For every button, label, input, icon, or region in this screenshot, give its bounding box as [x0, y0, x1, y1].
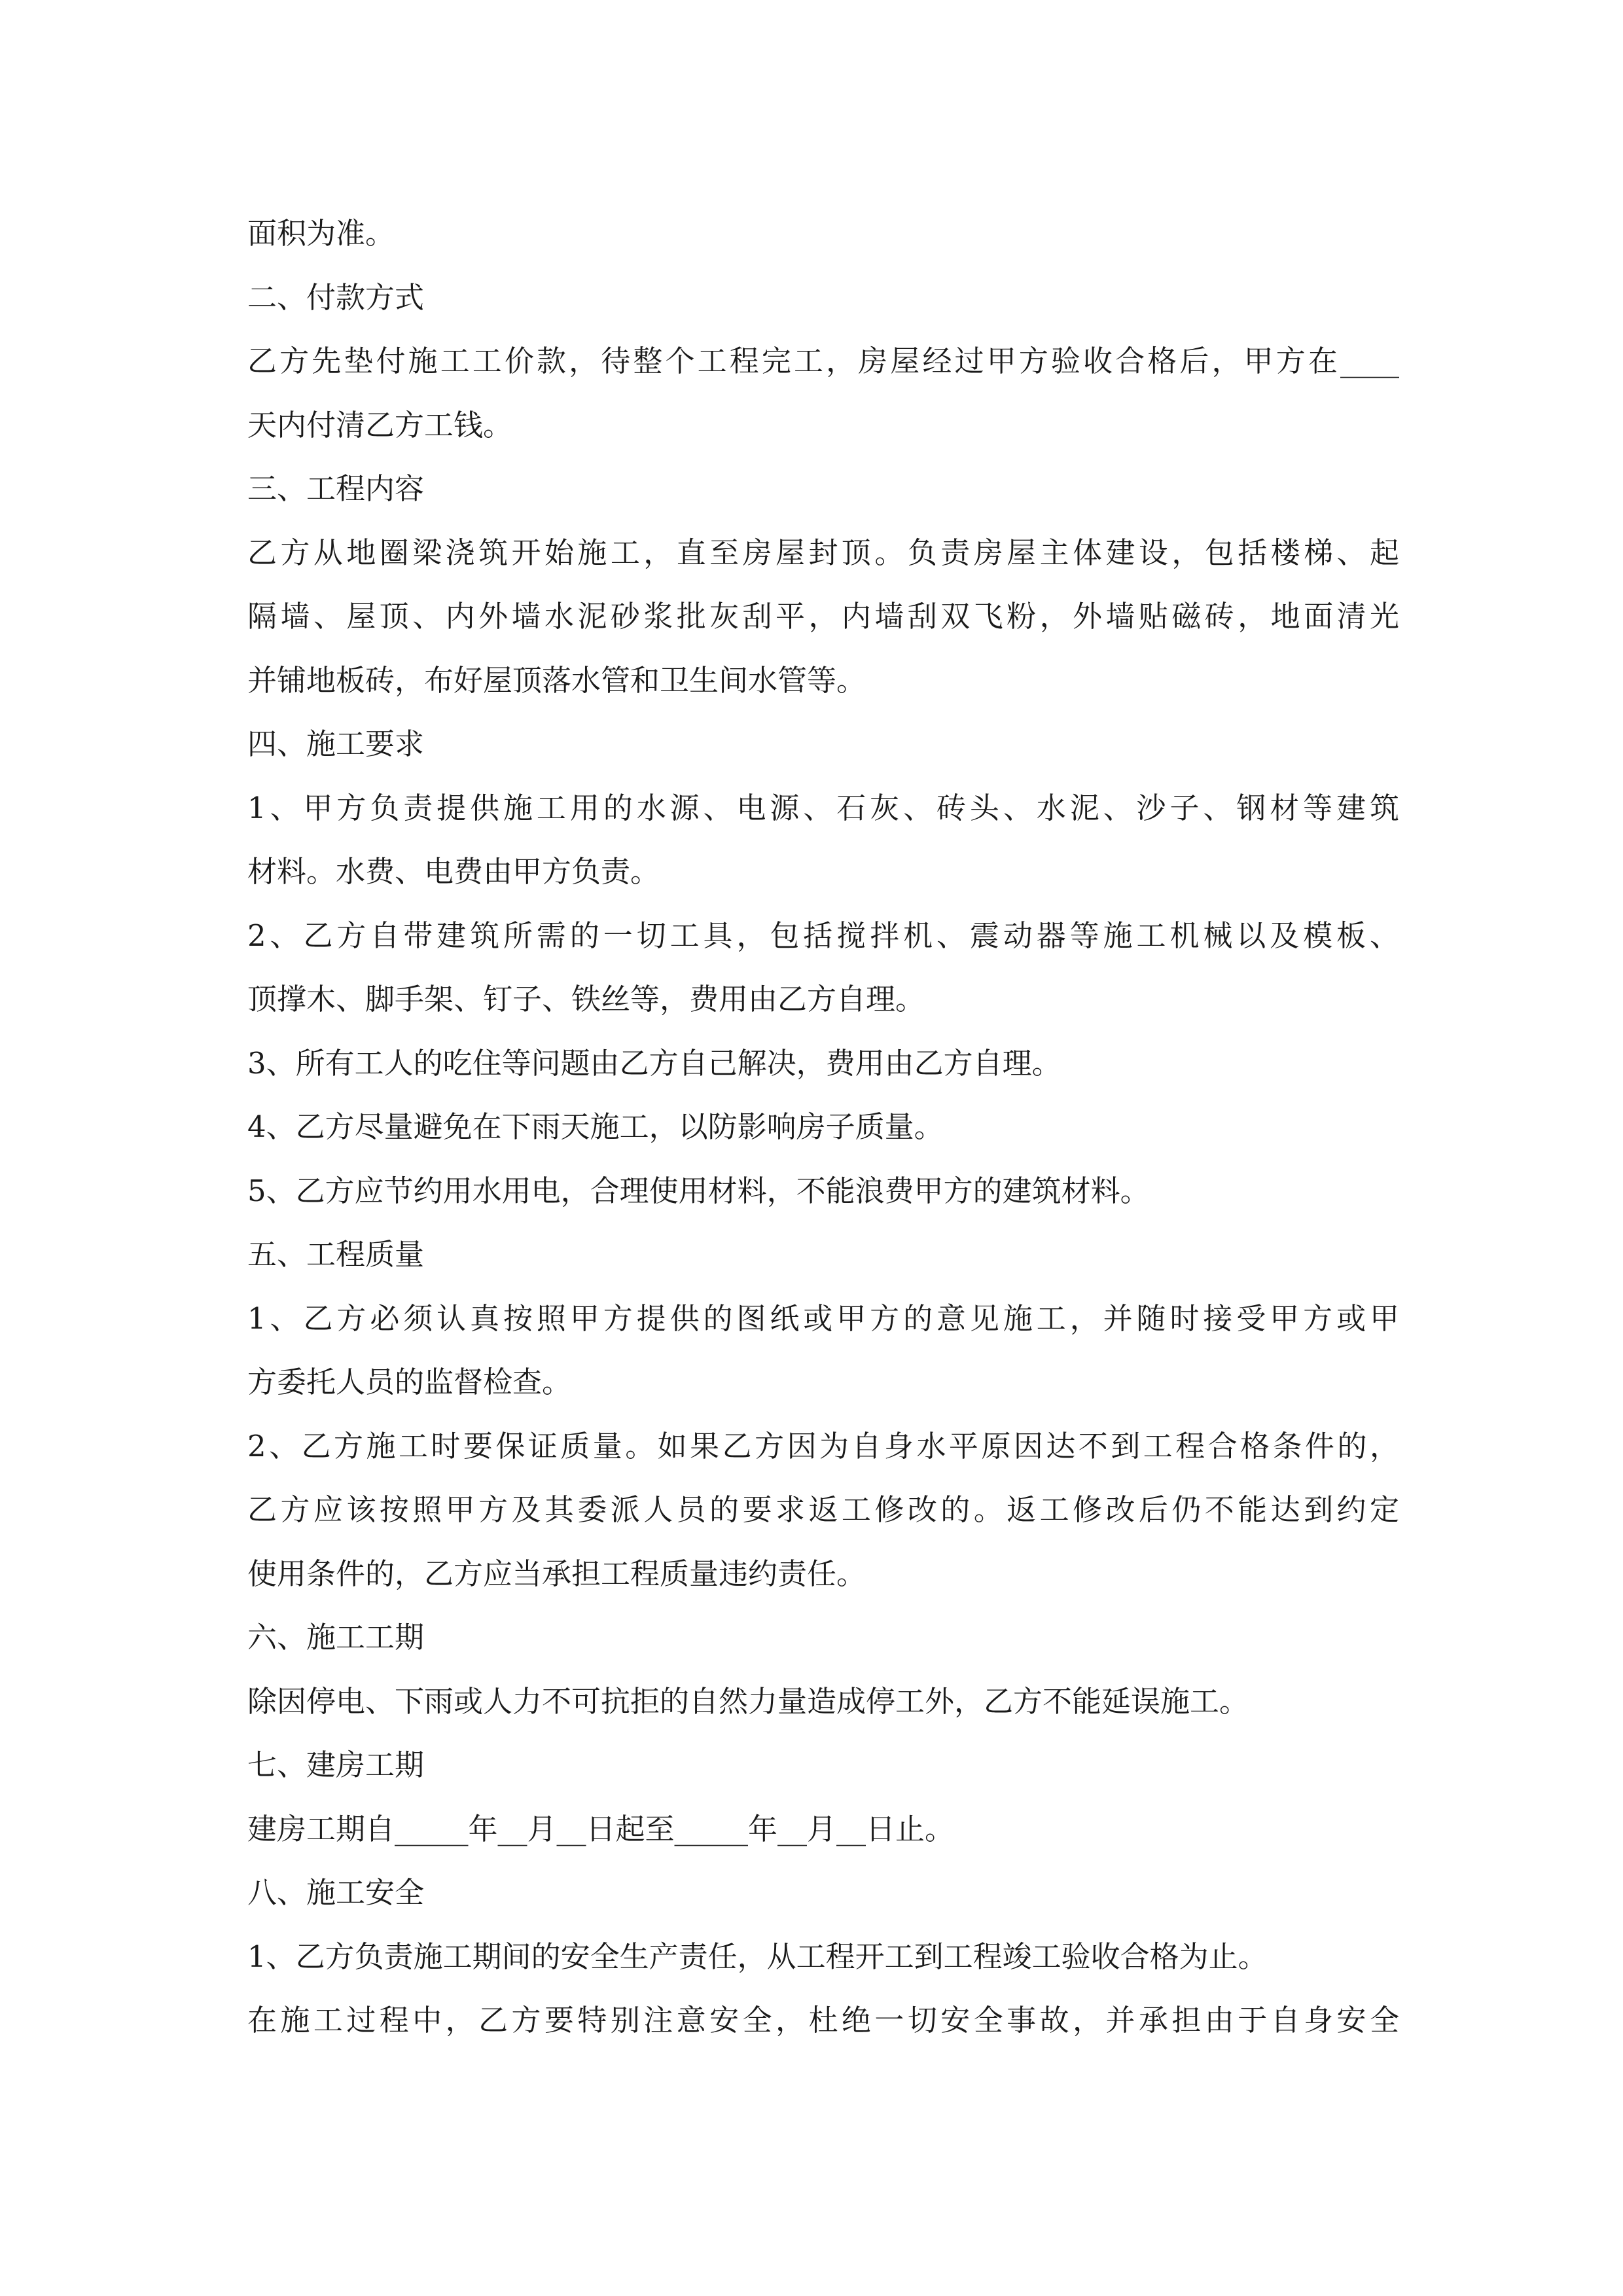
- paragraph-line: 1、甲方负责提供施工用的水源、电源、石灰、砖头、水泥、沙子、钢材等建筑: [247, 790, 1399, 825]
- paragraph-line: 1、乙方负责施工期间的安全生产责任，从工程开工到工程竣工验收合格为止。: [247, 1939, 1268, 1974]
- paragraph-line: 乙方应该按照甲方及其委派人员的要求返工修改的。返工修改后仍不能达到约定: [247, 1492, 1399, 1527]
- paragraph-line: 天内付清乙方工钱。: [247, 407, 513, 442]
- section-heading: 七、建房工期: [247, 1748, 425, 1782]
- paragraph-line: 乙方先垫付施工工价款，待整个工程完工，房屋经过甲方验收合格后，甲方在____: [247, 344, 1399, 378]
- section-heading: 四、施工要求: [247, 726, 425, 761]
- paragraph-line: 在施工过程中，乙方要特别注意安全，杜绝一切安全事故，并承担由于自身安全: [247, 2003, 1399, 2037]
- paragraph-line: 顶撑木、脚手架、钉子、铁丝等，费用由乙方自理。: [247, 982, 925, 1016]
- paragraph-line: 2、乙方施工时要保证质量。如果乙方因为自身水平原因达不到工程合格条件的，: [247, 1428, 1399, 1463]
- paragraph-line: 2、乙方自带建筑所需的一切工具，包括搅拌机、震动器等施工机械以及模板、: [247, 918, 1399, 953]
- paragraph-line: 隔墙、屋顶、内外墙水泥砂浆批灰刮平，内墙刮双飞粉，外墙贴磁砖，地面清光: [247, 599, 1399, 634]
- paragraph-line: 方委托人员的监督检查。: [247, 1365, 572, 1399]
- paragraph-line: 建房工期自_____年__月__日起至_____年__月__日止。: [247, 1811, 955, 1846]
- paragraph-line: 并铺地板砖，布好屋顶落水管和卫生间水管等。: [247, 662, 866, 698]
- section-heading: 二、付款方式: [247, 279, 425, 315]
- section-heading: 六、施工工期: [247, 1620, 425, 1655]
- document-body: [247, 202, 1399, 2053]
- paragraph-line: 材料。水费、电费由甲方负责。: [247, 854, 660, 889]
- paragraph-line: 4、乙方尽量避免在下雨天施工，以防影响房子质量。: [247, 1109, 944, 1144]
- paragraph-line: 5、乙方应节约用水用电，合理使用材料，不能浪费甲方的建筑材料。: [247, 1173, 1150, 1208]
- paragraph-line: 除因停电、下雨或人力不可抗拒的自然力量造成停工外，乙方不能延误施工。: [247, 1683, 1249, 1719]
- section-heading: 五、工程质量: [247, 1237, 425, 1272]
- paragraph-line: 3、所有工人的吃住等问题由乙方自己解决，费用由乙方自理。: [247, 1045, 1061, 1081]
- section-heading: 三、工程内容: [247, 471, 425, 506]
- paragraph-line: 乙方从地圈梁浇筑开始施工，直至房屋封顶。负责房屋主体建设，包括楼梯、起: [247, 535, 1399, 570]
- paragraph-line: 面积为准。: [247, 216, 395, 251]
- section-heading: 八、施工安全: [247, 1875, 425, 1910]
- paragraph-line: 使用条件的，乙方应当承担工程质量违约责任。: [247, 1556, 866, 1591]
- paragraph-line: 1、乙方必须认真按照甲方提供的图纸或甲方的意见施工，并随时接受甲方或甲: [247, 1300, 1399, 1336]
